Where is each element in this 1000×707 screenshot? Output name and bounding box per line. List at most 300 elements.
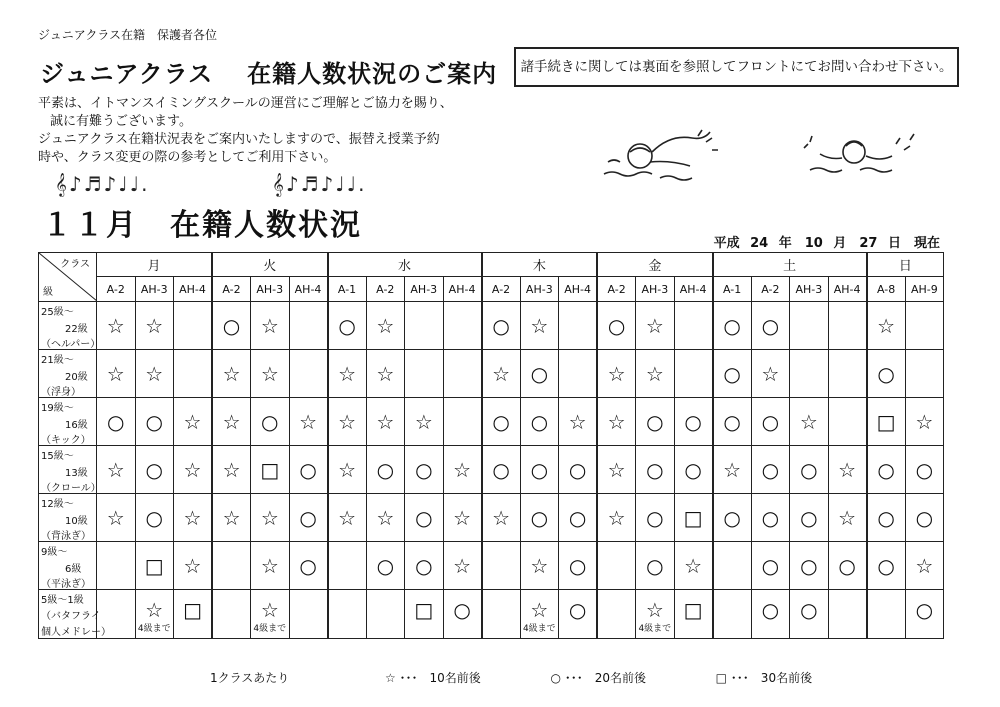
status-cell: [97, 350, 136, 398]
status-cell: [328, 302, 367, 350]
status-symbol: □: [683, 598, 703, 622]
status-symbol: ☆: [723, 457, 742, 482]
status-cell: [97, 494, 136, 542]
status-cell: [251, 350, 290, 398]
status-cell: [636, 542, 675, 590]
day-header: 土: [713, 253, 867, 277]
status-cell: [520, 446, 559, 494]
status-symbol: ☆: [607, 409, 626, 434]
status-cell: [289, 542, 328, 590]
status-cell: [251, 398, 290, 446]
status-symbol: ☆: [260, 313, 279, 338]
status-cell: [520, 494, 559, 542]
status-symbol: ○: [492, 313, 510, 338]
status-symbol: ☆: [145, 598, 164, 622]
status-cell: [135, 590, 174, 639]
legend-per-class: 1クラスあたり: [210, 671, 290, 685]
day-header: 金: [597, 253, 713, 277]
class-header: AH-4: [289, 277, 328, 302]
grade-band: [39, 590, 111, 639]
status-symbol: ☆: [453, 457, 472, 482]
status-symbol: ○: [568, 553, 587, 578]
status-symbol: ○: [492, 409, 510, 434]
status-cell: [289, 590, 328, 639]
status-symbol: ○: [299, 505, 317, 530]
status-cell: [751, 350, 790, 398]
class-header: AH-3: [135, 277, 174, 302]
status-symbol: ○: [530, 505, 549, 530]
class-header: AH-3: [790, 277, 829, 302]
status-cell: [482, 398, 521, 446]
status-cell: [713, 350, 752, 398]
status-symbol: ☆: [607, 505, 626, 530]
status-symbol: ☆: [645, 598, 664, 622]
status-symbol: □: [683, 505, 703, 530]
status-cell: [328, 494, 367, 542]
status-symbol: ○: [761, 598, 780, 622]
status-symbol: ○: [838, 553, 856, 578]
grade-band-line: 9級～: [41, 547, 68, 558]
status-symbol: ☆: [453, 505, 472, 530]
status-cell: [289, 302, 328, 350]
grade-band-line: 12級～: [41, 499, 74, 510]
as-of-date: 平成 24 年 10 月 27 日 現在: [713, 236, 940, 251]
swimmer-illustration-icon: [600, 122, 730, 192]
status-cell: [559, 446, 598, 494]
grade-band: [39, 350, 97, 398]
intro-line: 平素は、イトマンスイミングスクールの運営にご理解とご協力を賜り、: [38, 96, 453, 111]
status-cell: [905, 494, 944, 542]
grade-band-line: （キック）: [41, 435, 91, 446]
status-symbol: ○: [299, 553, 317, 578]
status-cell: [636, 398, 675, 446]
class-header: AH-3: [520, 277, 559, 302]
cell-note: 4級まで: [522, 624, 556, 634]
intro-line: ジュニアクラス在籍状況表をご案内いたしますので、振替え授業予約: [38, 132, 440, 147]
grade-band: [39, 302, 101, 350]
status-cell: [405, 398, 444, 446]
status-cell: [135, 542, 174, 590]
table-row: [39, 302, 944, 350]
status-cell: [636, 446, 675, 494]
status-cell: [366, 398, 405, 446]
status-symbol: ☆: [492, 361, 511, 386]
status-cell: [366, 494, 405, 542]
status-cell: [289, 398, 328, 446]
status-cell: [559, 494, 598, 542]
status-cell: [135, 446, 174, 494]
grade-band-line: 20級: [65, 372, 88, 383]
status-cell: [212, 398, 251, 446]
status-symbol: ☆: [222, 457, 241, 482]
class-header: AH-3: [251, 277, 290, 302]
status-cell: [790, 350, 829, 398]
status-cell: [867, 494, 906, 542]
status-cell: [212, 302, 251, 350]
status-cell: [443, 302, 482, 350]
status-cell: [251, 494, 290, 542]
status-symbol: ☆: [338, 361, 357, 386]
status-symbol: ☆: [530, 313, 549, 338]
class-header: A-2: [597, 277, 636, 302]
status-symbol: ○: [723, 313, 741, 338]
status-symbol: ○: [761, 505, 780, 530]
status-cell: [443, 446, 482, 494]
status-cell: [597, 398, 636, 446]
status-symbol: ☆: [645, 361, 664, 386]
day-header: 水: [328, 253, 482, 277]
swimmer-illustration-icon: [800, 130, 930, 190]
status-cell: [251, 446, 290, 494]
status-symbol: ○: [415, 457, 433, 482]
status-symbol: ○: [222, 313, 241, 338]
status-symbol: ○: [415, 505, 433, 530]
status-symbol: ○: [568, 457, 587, 482]
status-cell: [713, 446, 752, 494]
enrollment-table: [38, 252, 944, 639]
status-cell: [559, 542, 598, 590]
status-cell: [328, 350, 367, 398]
status-cell: [482, 542, 521, 590]
status-symbol: ☆: [183, 409, 202, 434]
status-symbol: ○: [761, 409, 780, 434]
music-notes-right: 𝄞♪♬♪♩♩.: [272, 172, 367, 196]
status-symbol: ○: [338, 313, 356, 338]
class-header: AH-9: [905, 277, 944, 302]
status-cell: [212, 542, 251, 590]
grade-band-line: 19級～: [41, 403, 74, 414]
status-symbol: ☆: [684, 553, 703, 578]
status-symbol: ○: [530, 409, 549, 434]
status-symbol: ☆: [106, 457, 125, 482]
status-symbol: ○: [915, 505, 934, 530]
status-cell: [482, 302, 521, 350]
status-symbol: ☆: [260, 598, 279, 622]
status-symbol: ☆: [222, 409, 241, 434]
table-row: [39, 542, 944, 590]
status-cell: [713, 494, 752, 542]
status-symbol: ☆: [838, 505, 857, 530]
status-cell: [366, 542, 405, 590]
status-cell: [482, 350, 521, 398]
class-header: A-2: [751, 277, 790, 302]
status-cell: [174, 446, 213, 494]
intro-text: [38, 95, 453, 167]
status-symbol: ☆: [799, 409, 818, 434]
status-symbol: ☆: [645, 313, 664, 338]
status-cell: [405, 446, 444, 494]
status-symbol: ☆: [492, 505, 511, 530]
status-cell: [520, 398, 559, 446]
status-symbol: ☆: [414, 409, 433, 434]
status-symbol: ○: [723, 409, 741, 434]
status-symbol: ○: [877, 361, 895, 386]
status-cell: [828, 302, 867, 350]
status-cell: [97, 302, 136, 350]
status-cell: [559, 302, 598, 350]
status-symbol: ○: [376, 553, 395, 578]
status-symbol: ○: [107, 409, 125, 434]
status-symbol: ○: [915, 598, 934, 622]
status-symbol: ○: [568, 505, 587, 530]
grade-band-line: （バタフライ: [41, 611, 101, 622]
class-header: A-2: [482, 277, 521, 302]
status-cell: [405, 350, 444, 398]
status-symbol: ○: [877, 553, 895, 578]
status-symbol: ☆: [761, 361, 780, 386]
status-symbol: ○: [684, 457, 702, 482]
status-symbol: ☆: [568, 409, 587, 434]
status-symbol: ○: [684, 409, 702, 434]
status-symbol: ○: [723, 505, 741, 530]
status-cell: [674, 446, 713, 494]
status-cell: [97, 542, 136, 590]
day-header: 日: [867, 253, 944, 277]
status-cell: [366, 590, 405, 639]
page-title: [40, 54, 497, 89]
day-header: 木: [482, 253, 598, 277]
status-cell: [135, 350, 174, 398]
status-cell: [751, 446, 790, 494]
class-header-row: [39, 277, 944, 302]
status-cell: [520, 350, 559, 398]
grade-band-line: 15級～: [41, 451, 74, 462]
status-cell: [559, 350, 598, 398]
status-symbol: ☆: [183, 457, 202, 482]
status-cell: [905, 446, 944, 494]
status-cell: [751, 398, 790, 446]
status-cell: [790, 542, 829, 590]
status-symbol: ☆: [260, 505, 279, 530]
status-cell: [174, 590, 213, 639]
status-symbol: ☆: [530, 553, 549, 578]
status-cell: [174, 542, 213, 590]
status-cell: [289, 494, 328, 542]
status-cell: [867, 398, 906, 446]
legend-square: □ ･･･ 30名前後: [715, 671, 813, 685]
header-note: ジュニアクラス在籍 保護者各位: [38, 28, 218, 42]
status-cell: [443, 590, 482, 639]
table-corner: [39, 253, 97, 302]
status-symbol: ○: [145, 457, 163, 482]
status-symbol: ○: [261, 409, 279, 434]
grade-band: [39, 446, 101, 494]
status-cell: [328, 398, 367, 446]
status-symbol: ○: [800, 457, 818, 482]
grade-band-line: （背泳ぎ）: [41, 531, 91, 542]
status-symbol: ○: [568, 598, 587, 622]
status-cell: [366, 302, 405, 350]
grade-band: [39, 542, 97, 590]
grade-band-line: 5級～1級: [41, 595, 84, 606]
grade-band-line: 22級: [65, 324, 88, 335]
status-symbol: ☆: [338, 457, 357, 482]
status-symbol: ☆: [376, 361, 395, 386]
legend-star: ☆ ･･･ 10名前後: [384, 671, 481, 685]
table-row: [39, 590, 944, 639]
status-cell: [366, 350, 405, 398]
class-header: A-2: [366, 277, 405, 302]
status-cell: [597, 302, 636, 350]
status-symbol: ○: [761, 457, 780, 482]
status-symbol: ☆: [376, 313, 395, 338]
grade-band-line: 個人メドレー）: [41, 627, 111, 638]
status-symbol: ○: [453, 598, 471, 622]
status-symbol: ○: [299, 457, 317, 482]
status-symbol: ○: [646, 505, 664, 530]
status-cell: [251, 302, 290, 350]
grade-band-line: （ヘルパー）: [41, 339, 101, 350]
grade-band-line: （クロール）: [41, 483, 101, 494]
status-cell: [905, 398, 944, 446]
cell-note: 4級まで: [638, 624, 672, 634]
status-cell: [559, 590, 598, 639]
status-cell: [751, 590, 790, 639]
status-cell: [905, 542, 944, 590]
status-cell: [597, 350, 636, 398]
class-header: AH-4: [674, 277, 713, 302]
status-cell: [212, 350, 251, 398]
status-cell: [97, 590, 136, 639]
class-header: A-1: [713, 277, 752, 302]
day-header-row: [39, 253, 944, 277]
status-cell: [905, 302, 944, 350]
class-header: A-2: [97, 277, 136, 302]
grade-band-line: 6級: [65, 564, 82, 575]
status-cell: [828, 542, 867, 590]
status-cell: [905, 590, 944, 639]
status-cell: [597, 494, 636, 542]
status-symbol: □: [414, 598, 434, 622]
class-header: AH-3: [405, 277, 444, 302]
grade-band-line: 10級: [65, 516, 88, 527]
status-cell: [867, 590, 906, 639]
title-left: ジュニアクラス: [40, 60, 214, 88]
status-symbol: ☆: [838, 457, 857, 482]
status-symbol: ☆: [106, 505, 125, 530]
status-symbol: ☆: [260, 361, 279, 386]
status-symbol: ☆: [338, 409, 357, 434]
status-symbol: ☆: [607, 457, 626, 482]
day-header: 月: [97, 253, 213, 277]
title-right: 在籍人数状況のご案内: [247, 60, 498, 88]
status-cell: [482, 446, 521, 494]
corner-grade-label: 級: [43, 287, 53, 298]
status-symbol: ○: [800, 598, 818, 622]
corner-class-label: クラス: [60, 259, 90, 270]
status-cell: [674, 542, 713, 590]
grade-band-line: （平泳ぎ）: [41, 579, 91, 590]
status-cell: [135, 398, 174, 446]
status-cell: [828, 590, 867, 639]
status-cell: [751, 542, 790, 590]
status-symbol: ○: [646, 409, 664, 434]
table-body: [39, 302, 944, 639]
status-cell: [328, 590, 367, 639]
status-cell: [828, 350, 867, 398]
status-cell: [443, 398, 482, 446]
status-cell: [828, 494, 867, 542]
status-cell: [520, 590, 559, 639]
status-cell: [97, 398, 136, 446]
status-cell: [905, 350, 944, 398]
status-cell: [135, 494, 174, 542]
status-cell: [366, 446, 405, 494]
status-cell: [828, 446, 867, 494]
status-cell: [636, 590, 675, 639]
status-cell: [790, 590, 829, 639]
status-symbol: □: [260, 457, 280, 482]
status-cell: [713, 590, 752, 639]
status-symbol: ☆: [260, 553, 279, 578]
music-notes-left: 𝄞♪♬♪♩♩.: [55, 172, 150, 196]
status-cell: [790, 446, 829, 494]
status-symbol: ○: [145, 409, 163, 434]
class-header: AH-4: [559, 277, 598, 302]
status-cell: [328, 446, 367, 494]
status-cell: [482, 494, 521, 542]
class-header: A-1: [328, 277, 367, 302]
grade-band-line: 16級: [65, 420, 88, 431]
status-symbol: ○: [415, 553, 433, 578]
legend-circle: ○ ･･･ 20名前後: [550, 671, 646, 685]
status-cell: [867, 446, 906, 494]
grade-band-line: 13級: [65, 468, 88, 479]
status-cell: [674, 302, 713, 350]
grade-band: [39, 494, 97, 542]
status-symbol: ○: [530, 457, 549, 482]
status-symbol: ☆: [530, 598, 549, 622]
status-symbol: ○: [646, 457, 664, 482]
status-cell: [636, 302, 675, 350]
status-symbol: ☆: [106, 313, 125, 338]
status-cell: [251, 590, 290, 639]
status-cell: [751, 302, 790, 350]
status-cell: [713, 398, 752, 446]
status-symbol: ☆: [376, 409, 395, 434]
month-title: １１月 在籍人数状況: [42, 208, 362, 243]
table-row: [39, 350, 944, 398]
status-symbol: ☆: [915, 553, 934, 578]
status-cell: [174, 350, 213, 398]
status-cell: [212, 446, 251, 494]
status-symbol: □: [144, 553, 164, 578]
status-symbol: ☆: [915, 409, 934, 434]
status-cell: [790, 494, 829, 542]
status-symbol: ○: [915, 457, 934, 482]
status-symbol: ☆: [145, 313, 164, 338]
status-symbol: ○: [761, 553, 780, 578]
status-cell: [713, 542, 752, 590]
status-symbol: □: [183, 598, 202, 622]
table-row: [39, 494, 944, 542]
status-symbol: ☆: [183, 505, 202, 530]
status-symbol: ☆: [222, 361, 241, 386]
status-cell: [405, 590, 444, 639]
status-cell: [289, 350, 328, 398]
status-symbol: ☆: [877, 313, 896, 338]
status-cell: [636, 350, 675, 398]
status-symbol: ☆: [376, 505, 395, 530]
status-cell: [867, 542, 906, 590]
status-cell: [405, 542, 444, 590]
status-symbol: ○: [877, 505, 895, 530]
status-cell: [443, 494, 482, 542]
status-symbol: ☆: [222, 505, 241, 530]
status-cell: [559, 398, 598, 446]
status-cell: [289, 446, 328, 494]
status-symbol: ○: [145, 505, 163, 530]
